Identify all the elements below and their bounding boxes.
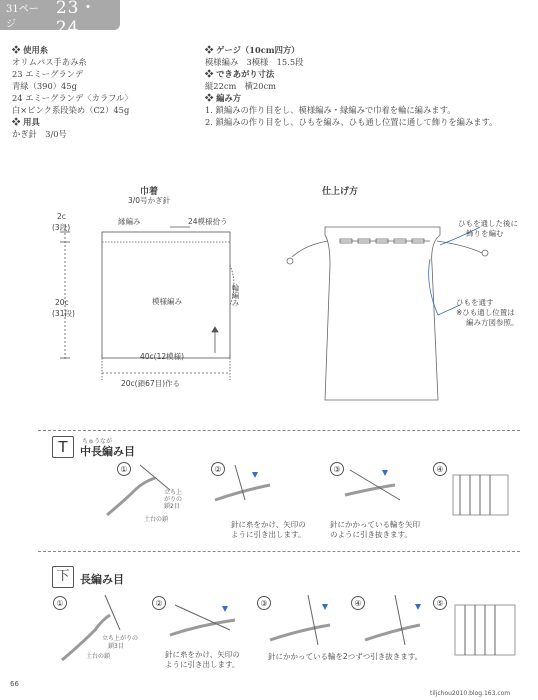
bag-diagram — [40, 205, 260, 395]
hdc-step-1: ① — [117, 462, 131, 476]
width-label: 40c(12模様) — [140, 352, 185, 361]
pick-label: 24模様拾う — [188, 217, 228, 226]
left-col-line: ❖ 使用糸 — [12, 45, 49, 55]
dc-caption-3: 針にかかっている輪を2つずつ引き抜きます。 — [268, 652, 423, 661]
finishing-note-2-line-3: 編み方図参照。 — [466, 318, 519, 327]
hdc-up-label-2: がりの — [164, 496, 183, 503]
bag-shape — [325, 227, 440, 400]
dc-step-2: ② — [152, 596, 166, 610]
right-col-line: 1. 鎖編みの作り目をし、模様編み・縁編みで巾着を輪に編みます。 — [205, 105, 456, 115]
right-col-line: ❖ ゲージ（10cm四方） — [205, 45, 300, 55]
dc-caption-2-line-1: 針に糸をかけ、矢印の — [165, 650, 240, 659]
hdc-illustrations — [95, 460, 525, 535]
hdc-base-label: 土台の鎖 — [144, 516, 169, 523]
hdc-caption-2-line-2: ように引き出します。 — [231, 530, 306, 539]
divider-top — [38, 430, 520, 431]
left-col-line: 青緑（390）45g — [12, 81, 77, 91]
dc-step-1: ① — [53, 596, 67, 610]
left-col-line: 白×ピンク系段染め（C2）45g — [12, 105, 130, 115]
left-col-line: ❖ 用具 — [12, 117, 40, 127]
page-number: 66 — [10, 680, 19, 688]
top-dim-label: 2c — [57, 212, 66, 221]
bottom-chain-label: 20c(鎖67目)作る — [121, 379, 181, 388]
pattern-stitch-label: 模様編み — [152, 297, 182, 306]
height-rows-label: (31段) — [52, 309, 75, 318]
dc-base-label: 土台の鎖 — [86, 653, 111, 660]
bag-outline — [102, 232, 230, 358]
hdc-up-label-3: 鎖2目 — [164, 503, 180, 510]
instructions-column — [205, 44, 497, 128]
right-col-line: ❖ できあがり寸法 — [205, 69, 275, 79]
cord-right — [437, 241, 482, 253]
hdc-title: 中長編み目 — [80, 445, 135, 458]
top-rows-label: (3段) — [52, 223, 71, 232]
left-col-line: 24 エミーグランデ〈カラフル〉 — [12, 93, 133, 103]
right-col-line: 縦22cm 横20cm — [205, 81, 277, 91]
dc-up-label-2: 鎖3目 — [108, 643, 124, 650]
bag-diagram-subtitle: 3/0号かぎ針 — [128, 196, 171, 205]
materials-column — [12, 44, 133, 140]
hdc-symbol-icon: T — [52, 436, 74, 458]
height-label: 20c — [55, 298, 69, 307]
dc-symbol-icon: 下 — [52, 566, 74, 588]
dc-step-3: ③ — [257, 596, 271, 610]
edge-label: 縁編み — [118, 217, 141, 226]
hdc-step-4: ④ — [433, 462, 447, 476]
dc-step-4: ④ — [351, 596, 365, 610]
finishing-note-2-line-2: ※ひも通し位置は — [456, 308, 515, 317]
right-col-line: ❖ 編み方 — [205, 93, 242, 103]
hdc-ruby: ちゅうなが — [82, 438, 113, 445]
finishing-note-1-line-1: ひもを通した後に — [458, 219, 518, 228]
dc-title: 長編み目 — [80, 573, 124, 586]
hdc-step-3: ③ — [330, 462, 344, 476]
right-col-line: 2. 鎖編みの作り目をし、ひもを編み、ひも通し位置に通して飾りを編みます。 — [205, 117, 498, 127]
credit-text: tiljchou2010.blog.163.com — [430, 690, 511, 697]
dc-caption-2-line-2: ように引き出します。 — [165, 660, 240, 669]
cord-left — [292, 241, 328, 257]
bag-diagram-title: 巾着 — [140, 187, 159, 197]
hdc-up-label-1: 立ち上 — [164, 489, 183, 496]
finishing-title: 仕上げ方 — [322, 187, 359, 197]
dc-step-5: ⑤ — [433, 596, 447, 610]
hdc-step-2: ② — [211, 462, 225, 476]
left-col-line: かぎ針 3/0号 — [12, 129, 67, 139]
page-header-tab — [0, 0, 120, 38]
finishing-note-1-line-2: 飾りを編む — [466, 229, 504, 238]
hdc-caption-2-line-1: 針に糸をかけ、矢印の — [231, 520, 306, 529]
ring-label: 輪編み — [231, 284, 240, 307]
page-ref: 31ページ — [6, 4, 39, 30]
dc-up-label-1: 立ち上がりの — [102, 635, 139, 642]
hdc-caption-3-line-1: 針にかかっている輪を矢印 — [330, 520, 420, 529]
divider-middle — [38, 551, 520, 552]
left-col-line: オリムパス手あみ糸 — [12, 57, 87, 67]
pattern-numbers: 23・24 — [55, 0, 98, 38]
right-col-line: 模様編み 3模様 15.5段 — [205, 57, 304, 67]
hdc-caption-3-line-2: のように引き抜きます。 — [330, 530, 412, 539]
finishing-note-2-line-1: ひもを通す — [456, 298, 494, 307]
left-col-line: 23 エミーグランデ — [12, 69, 84, 79]
